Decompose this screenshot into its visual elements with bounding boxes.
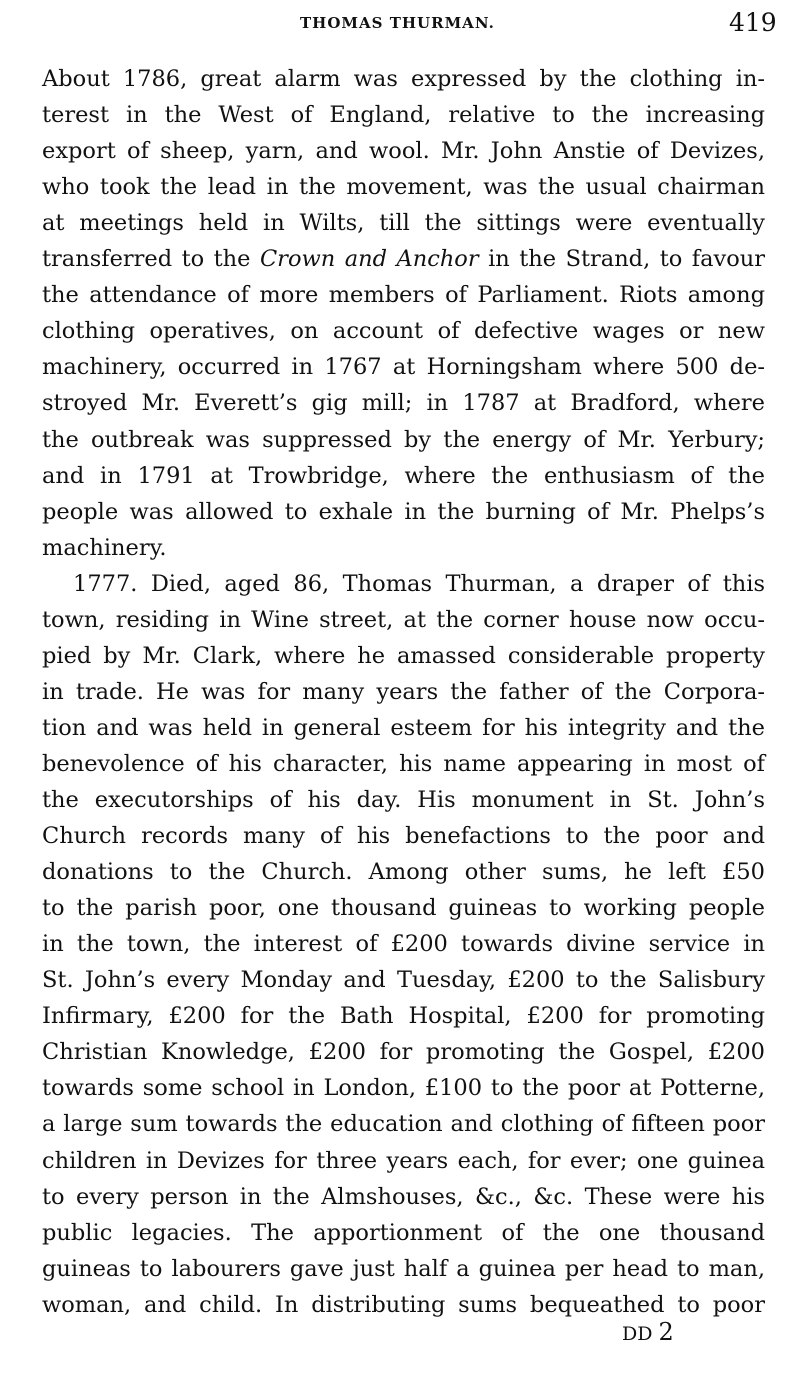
text-line: [42, 62, 765, 96]
running-title: THOMAS THURMAN.: [300, 14, 495, 32]
text-segment: benevolence of his character, his name appearing in most of: [42, 750, 765, 777]
text-line: [42, 1144, 765, 1178]
text-segment: Infirmary, £200 for the Bath Hospital, £200 for promoting: [42, 1003, 765, 1030]
text-segment: who took the lead in the movement, was the usual chairman: [42, 174, 765, 201]
text-line: [42, 603, 765, 637]
text-line: [42, 531, 765, 565]
text-line: [42, 278, 765, 312]
text-segment: St. John’s every Monday and Tuesday, £200 to the Salisbury: [42, 967, 765, 994]
text-line: [42, 855, 765, 889]
text-segment: 1777. Died, aged 86, Thomas Thurman, a draper of this: [73, 570, 765, 597]
text-segment: to the parish poor, one thousand guineas to working people: [42, 895, 765, 922]
text-segment: tion and was held in general esteem for his integrity and the: [42, 714, 765, 741]
text-segment: and in 1791 at Trowbridge, where the enthusiasm of the: [42, 462, 765, 489]
text-segment: towards some school in London, £100 to the poor at Potterne,: [42, 1075, 765, 1102]
text-segment: transferred to the: [42, 246, 260, 273]
text-line: [42, 1071, 765, 1105]
text-segment: stroyed Mr. Everett’s gig mill; in 1787 at Bradford, where: [42, 390, 765, 417]
text-segment: donations to the Church. Among other sums, he left £50: [42, 859, 765, 886]
text-segment: the executorships of his day. His monument in St. John’s: [42, 787, 765, 813]
text-line: [42, 711, 765, 745]
text-segment: in the town, the interest of £200 towards divine service in: [42, 931, 765, 958]
text-segment: the attendance of more members of Parliament. Riots among: [42, 282, 765, 309]
signature-mark: [622, 1318, 674, 1346]
text-line: [42, 98, 765, 132]
text-line: [42, 314, 765, 348]
text-line: [42, 1180, 765, 1214]
text-line: [42, 927, 765, 961]
text-segment: machinery.: [42, 534, 167, 561]
text-line: [42, 134, 765, 168]
text-segment: the outbreak was suppressed by the energy of Mr. Yerbury;: [42, 426, 765, 453]
text-line: [42, 819, 765, 853]
text-line: [42, 783, 765, 817]
text-line: [42, 423, 765, 457]
text-segment: clothing operatives, on account of defective wages or new: [42, 318, 765, 345]
text-line: [73, 567, 765, 601]
running-head: [0, 8, 800, 38]
text-segment: public legacies. The apportionment of the one thousand: [42, 1219, 765, 1246]
text-segment: guineas to labourers gave just half a guinea per head to man,: [42, 1255, 765, 1282]
text-segment: town, residing in Wine street, at the corner house now occu-: [42, 606, 765, 633]
text-segment: a large sum towards the education and clothing of fifteen poor: [42, 1111, 765, 1138]
text-line: [42, 350, 765, 384]
text-line: [42, 963, 765, 997]
text-segment: pied by Mr. Clark, where he amassed considerable property: [42, 642, 765, 669]
text-line: [42, 1216, 765, 1250]
text-segment: in trade. He was for many years the father of the Corpora-: [42, 678, 765, 705]
text-line: [42, 206, 765, 240]
text-segment: to every person in the Almshouses, &c., &c. These were his: [42, 1183, 765, 1210]
text-line: [42, 170, 765, 204]
text-line: [42, 1288, 765, 1322]
text-line: [42, 242, 765, 276]
text-segment: export of sheep, yarn, and wool. Mr. John Anstie of Devizes,: [42, 138, 765, 165]
text-segment: at meetings held in Wilts, till the sittings were eventually: [42, 210, 765, 237]
text-line: [42, 747, 765, 781]
text-line: [42, 891, 765, 925]
text-line: [42, 999, 765, 1033]
text-segment: About 1786, great alarm was expressed by the clothing in-: [42, 66, 765, 92]
text-segment: Church records many of his benefactions to the poor and: [42, 823, 765, 850]
text-segment: Christian Knowledge, £200 for promoting the Gospel, £200: [42, 1039, 765, 1066]
text-line: [42, 386, 765, 420]
signature-number: 2: [658, 1318, 674, 1346]
text-line: [42, 1035, 765, 1069]
signature-letters: DD: [622, 1323, 653, 1345]
text-segment: people was allowed to exhale in the burning of Mr. Phelps’s: [42, 498, 765, 525]
page-number: 419: [729, 8, 777, 37]
text-line: [42, 495, 765, 529]
text-line: [42, 459, 765, 493]
text-line: [42, 1252, 765, 1286]
italic-title: Crown and Anchor: [259, 246, 479, 273]
text-segment: woman, and child. In distributing sums bequeathed to poor: [42, 1291, 765, 1318]
text-segment: in the Strand, to favour: [478, 246, 766, 273]
text-segment: machinery, occurred in 1767 at Horningsham where 500 de-: [42, 354, 765, 381]
text-segment: terest in the West of England, relative to the increasing: [42, 102, 765, 129]
text-line: [42, 1107, 765, 1141]
text-line: [42, 639, 765, 673]
text-segment: children in Devizes for three years each, for ever; one guinea: [42, 1147, 765, 1174]
text-line: [42, 675, 765, 709]
